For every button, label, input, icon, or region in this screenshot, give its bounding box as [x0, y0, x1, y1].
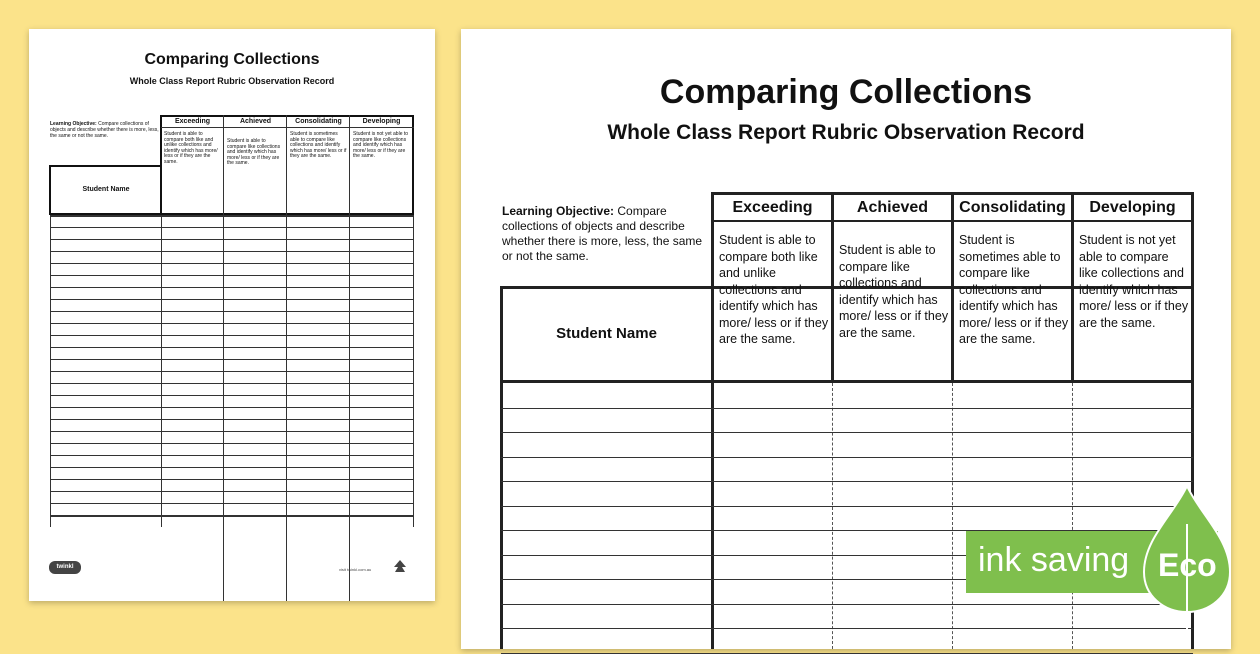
small-row-line	[51, 395, 413, 396]
dashed-column-divider	[1072, 383, 1073, 649]
column-divider	[1071, 192, 1074, 383]
page-title: Comparing Collections	[659, 73, 1033, 111]
small-row-line	[51, 251, 413, 252]
small-row-line	[51, 335, 413, 336]
column-divider	[711, 192, 714, 649]
small-page-title: Comparing Collections	[144, 51, 320, 68]
small-row-line	[51, 431, 413, 432]
objective-text: Compare collections of objects and describe whether there is more, less, the same or not the same.	[502, 204, 703, 263]
row-line	[501, 604, 1193, 605]
small-row-line	[51, 491, 413, 492]
column-divider	[951, 192, 954, 383]
small-row-line	[51, 299, 413, 300]
learning-objective	[502, 204, 707, 264]
row-line	[501, 481, 1193, 482]
small-row-line	[51, 347, 413, 348]
small-row-line	[51, 443, 413, 444]
small-row-line	[51, 371, 413, 372]
row-line	[501, 653, 1193, 654]
column-divider	[831, 192, 834, 383]
small-header-consolidating: Consolidating	[295, 118, 342, 125]
row-line	[501, 506, 1193, 507]
small-row-line	[51, 455, 413, 456]
small-row-line	[51, 311, 413, 312]
header-achieved: Achieved	[856, 199, 929, 216]
small-desc-achieved: Student is able to compare like collections and identify which has more/ less or if they are the same.	[227, 138, 281, 167]
header-exceeding: Exceeding	[732, 199, 813, 216]
small-student-name: Student Name	[82, 186, 130, 193]
small-row-line	[51, 215, 413, 217]
small-col-divider	[413, 215, 414, 527]
small-page-subtitle: Whole Class Report Rubric Observation Record	[129, 76, 335, 86]
small-desc-consolidating: Student is sometimes able to compare like collections and identify which has more/ less or if they are the same.	[290, 131, 347, 160]
student-name-header: Student Name	[556, 325, 657, 342]
small-col-divider	[349, 115, 350, 601]
small-row-line	[51, 383, 413, 384]
row-line	[501, 408, 1193, 409]
small-header-rule	[161, 127, 414, 128]
objective-label: Learning Objective:	[502, 204, 615, 218]
small-row-line	[51, 479, 413, 480]
header-developing: Developing	[1089, 199, 1176, 216]
page-subtitle: Whole Class Report Rubric Observation Record	[607, 121, 1085, 144]
small-row-line	[51, 275, 413, 276]
small-row-line	[51, 287, 413, 288]
descriptor-developing: Student is not yet able to compare like collections and identify which has more/ less or if they are the same.	[1079, 233, 1189, 330]
small-row-line	[51, 419, 413, 420]
small-header-exceeding: Exceeding	[174, 118, 210, 125]
small-header-achieved: Achieved	[239, 118, 272, 125]
dashed-column-divider	[832, 383, 833, 649]
small-footer-icon	[392, 559, 408, 575]
descriptor-consolidating: Student is sometimes able to compare like collections and identify which has more/ less or if they are the same.	[959, 233, 1069, 346]
small-desc-developing: Student is not yet able to compare like collections and identify which has more/ less or if they are the same.	[353, 131, 409, 160]
small-preview-page	[29, 29, 435, 601]
header-consolidating: Consolidating	[959, 199, 1066, 216]
small-row-line	[51, 467, 413, 468]
small-logo: twinkl	[49, 561, 81, 574]
small-row-line	[51, 407, 413, 408]
small-col-divider	[223, 115, 224, 601]
eco-leaf-label: Eco	[1158, 547, 1217, 583]
row-line	[501, 628, 1193, 629]
row-line	[501, 432, 1193, 433]
small-row-line	[51, 227, 413, 228]
descriptor-exceeding: Student is able to compare both like and unlike collections and identify which has more/ less or if they are the same.	[719, 233, 829, 346]
small-row-line	[51, 323, 413, 324]
ink-saving-label: ink saving	[978, 541, 1130, 579]
small-row-line	[51, 515, 413, 517]
small-footer-text: visit twinkl.com.au	[339, 567, 372, 572]
header-bottom-rule	[500, 380, 1193, 383]
small-header-developing: Developing	[362, 118, 401, 125]
dashed-column-divider	[952, 383, 953, 649]
small-row-line	[51, 359, 413, 360]
row-line	[501, 457, 1193, 458]
small-col-divider	[286, 115, 287, 601]
small-objective-label: Learning Objective:	[50, 121, 97, 127]
small-row-line	[51, 503, 413, 504]
descriptor-achieved: Student is able to compare like collections and identify which has more/ less or if they are the same.	[839, 243, 949, 340]
small-learning-objective	[50, 121, 160, 139]
small-objective-text: Compare collections of objects and describe whether there is more, less, the same or not the same.	[50, 121, 159, 139]
small-desc-exceeding: Student is able to compare both like and unlike collections and identify which has more/ less or if they are the same.	[164, 131, 218, 165]
small-row-line	[51, 239, 413, 240]
small-row-line	[51, 263, 413, 264]
